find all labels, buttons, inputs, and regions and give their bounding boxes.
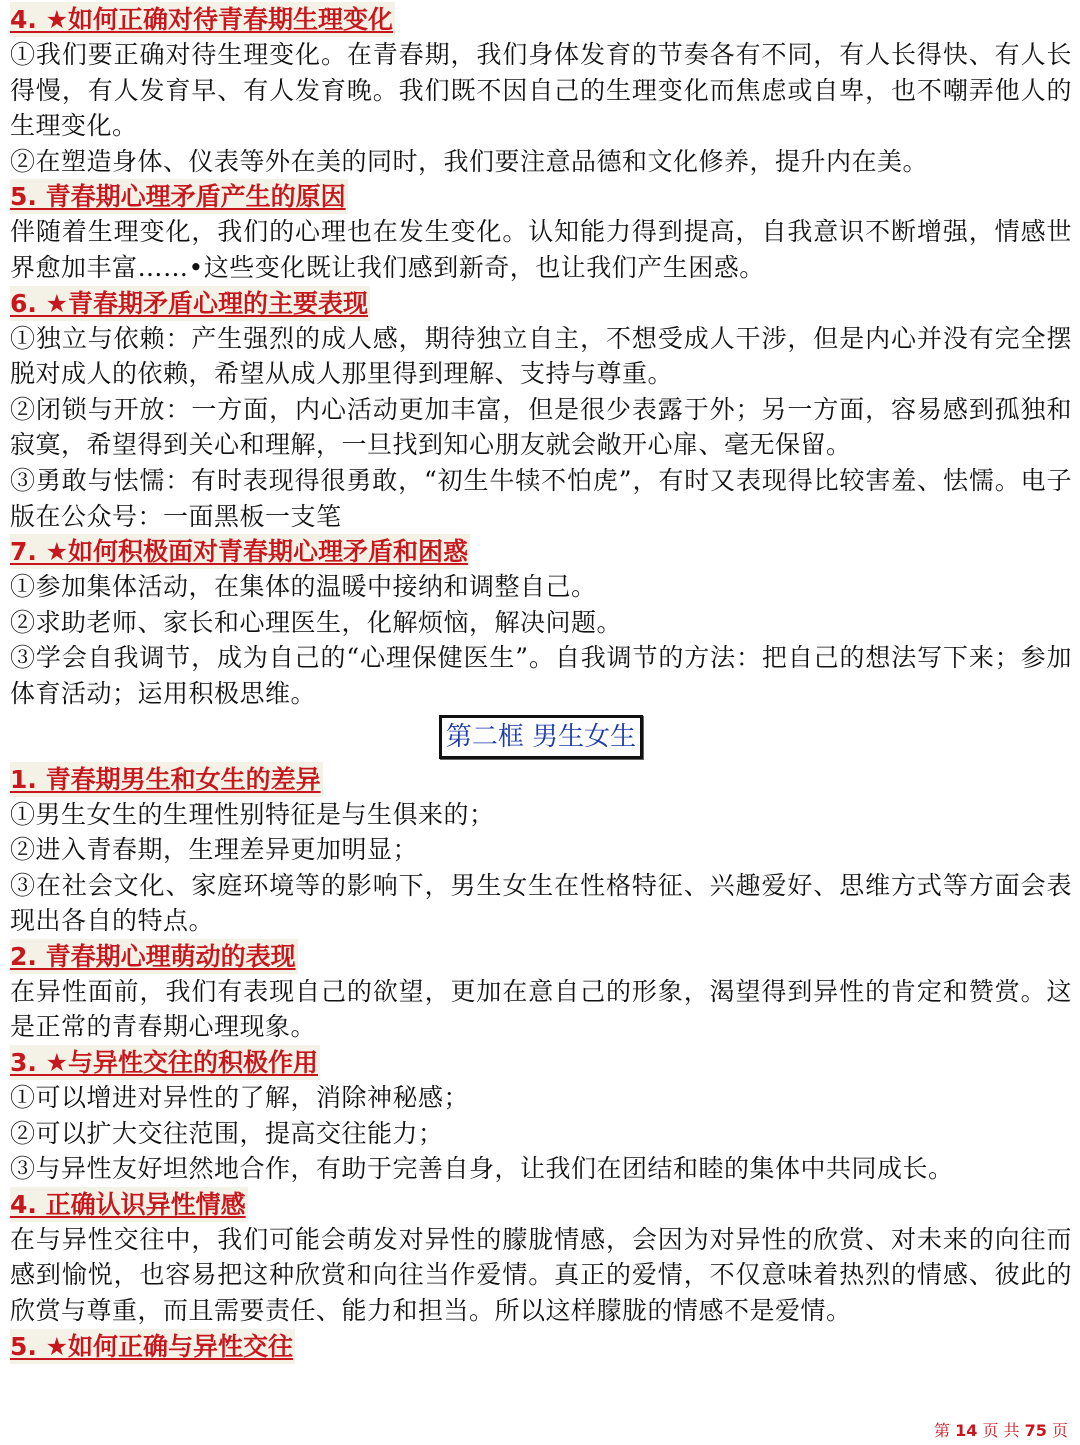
paragraph: ③学会自我调节，成为自己的“心理保健医生”。自我调节的方法：把自己的想法写下来；参加体育活动；运用积极思维。: [10, 643, 1072, 708]
paragraph: ②求助老师、家长和心理医生，化解烦恼，解决问题。: [10, 607, 623, 637]
section-heading: 5. 青春期心理矛盾产生的原因: [10, 179, 348, 214]
heading-gender-3: [10, 1045, 1072, 1080]
paragraph: 在异性面前，我们有表现自己的欲望，更加在意自己的形象，渴望得到异性的肯定和赞赏。这是正常的青春期心理现象。: [10, 976, 1072, 1042]
section-heading: 2. 青春期心理萌动的表现: [10, 939, 298, 974]
total-page-number: 75: [1024, 1421, 1047, 1440]
document-page: [10, 2, 1072, 1364]
paragraph: ①独立与依赖：产生强烈的成人感，期待独立自主，不想受成人干涉，但是内心并没有完全摆脱对成人的依赖，希望从成人那里得到理解、支持与尊重。: [10, 323, 1072, 389]
paragraph: ②进入青春期，生理差异更加明显；: [10, 835, 419, 865]
heading-gender-5: [10, 1329, 1072, 1364]
heading-gender-2: [10, 939, 1072, 974]
section-heading: 3. ★与异性交往的积极作用: [10, 1045, 320, 1080]
footer-middle: 页 共: [982, 1421, 1020, 1440]
paragraph: ②在塑造身体、仪表等外在美的同时，我们要注意品德和文化修养，提升内在美。: [10, 146, 929, 176]
section-heading: 1. 青春期男生和女生的差异: [10, 762, 323, 797]
section-heading: 5. ★如何正确与异性交往: [10, 1329, 295, 1364]
paragraph: ①男生女生的生理性别特征是与生俱来的；: [10, 799, 495, 829]
heading-gender-1: [10, 762, 1072, 797]
heading-post-6: [10, 286, 1072, 321]
heading-post-5: [10, 179, 1072, 214]
footer-suffix: 页: [1051, 1421, 1068, 1440]
paragraph: ②可以扩大交往范围，提高交往能力；: [10, 1118, 444, 1148]
paragraph: ③在社会文化、家庭环境等的影响下，男生女生在性格特征、兴趣爱好、思维方式等方面会表现出各自的特点。: [10, 870, 1072, 936]
paragraph: ③与异性友好坦然地合作，有助于完善自身，让我们在团结和睦的集体中共同成长。: [10, 1154, 954, 1184]
section-heading: 7. ★如何积极面对青春期心理矛盾和困惑: [10, 534, 470, 569]
section-title-wrap: [10, 712, 1072, 762]
heading-gender-4: [10, 1187, 1072, 1222]
section-title-box: 第二框 男生女生: [439, 715, 643, 759]
current-page-number: 14: [955, 1421, 978, 1440]
paragraph: ①参加集体活动，在集体的温暖中接纳和调整自己。: [10, 572, 597, 602]
page-number-footer: [934, 1418, 1068, 1441]
paragraph: ①我们要正确对待生理变化。在青春期，我们身体发育的节奏各有不同，有人长得快、有人长得慢，有人发育早、有人发育晚。我们既不因自己的生理变化而焦虑或自卑，也不嘲弄他人的生理变化。: [10, 40, 1072, 141]
footer-prefix: 第: [933, 1421, 950, 1440]
paragraph: 在与异性交往中，我们可能会萌发对异性的朦胧情感，会因为对异性的欣赏、对未来的向往而感到愉悦，也容易把这种欣赏和向往当作爱情。真正的爱情，不仅意味着热烈的情感、彼此的欣赏与尊重，而且需要责任、能力和担当。所以这样朦胧的情感不是爱情。: [10, 1224, 1072, 1326]
section-heading: 4. 正确认识异性情感: [10, 1187, 248, 1222]
paragraph: ①可以增进对异性的了解，消除神秘感；: [10, 1083, 470, 1113]
heading-post-7: [10, 534, 1072, 569]
heading-post-4: [10, 2, 1072, 37]
paragraph: ②闭锁与开放：一方面，内心活动更加丰富，但是很少表露于外；另一方面，容易感到孤独和寂寞，希望得到关心和理解，一旦找到知心朋友就会敞开心扉、毫无保留。: [10, 394, 1072, 460]
section-heading: 6. ★青春期矛盾心理的主要表现: [10, 286, 370, 321]
paragraph: 伴随着生理变化，我们的心理也在发生变化。认知能力得到提高，自我意识不断增强，情感世界愈加丰富……•这些变化既让我们感到新奇，也让我们产生困惑。: [10, 217, 1072, 282]
section-heading: 4. ★如何正确对待青春期生理变化: [10, 2, 395, 37]
paragraph: ③勇敢与怯懦：有时表现得很勇敢，“初生牛犊不怕虎”，有时又表现得比较害羞、怯懦。电子版在公众号：一面黑板一支笔: [10, 465, 1072, 531]
